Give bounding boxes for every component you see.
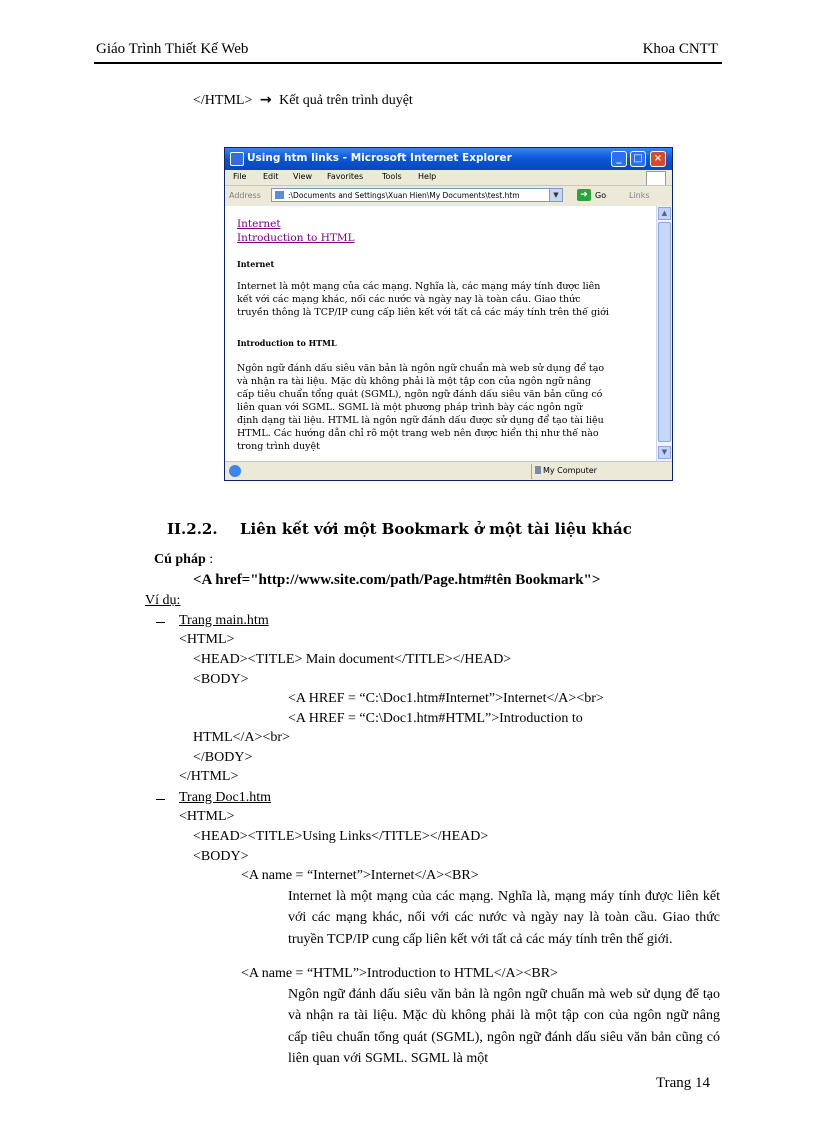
browser-title: Using htm links - Microsoft Internet Explorer — [247, 152, 512, 164]
link-internet[interactable]: Internet — [237, 218, 281, 230]
address-value: :\Documents and Settings\Xuan Hien\My Documents\test.htm — [288, 191, 520, 200]
page-icon — [275, 191, 284, 199]
close-icon[interactable]: × — [650, 151, 666, 167]
links-button[interactable]: Links — [629, 191, 650, 200]
code-line: <A HREF = “C:\Doc1.htm#HTML”>Introduction to — [288, 711, 583, 726]
browser-menu-bar — [225, 170, 672, 185]
main-page-title: Trang main.htm — [179, 613, 269, 628]
para2-line2: và nhận ra tài liệu. Mặc dù không phải là một tập con của ngôn ngữ nâng — [237, 376, 591, 387]
header-title: Giáo Trình Thiết Kế Web — [96, 41, 249, 57]
windows-logo-icon — [646, 171, 666, 186]
code-line: <HEAD><TITLE> Main document</TITLE></HEAD> — [193, 652, 512, 667]
arrow-right-icon: → — [259, 92, 272, 108]
chevron-down-icon[interactable]: ▼ — [549, 189, 562, 201]
syntax-code: <A href="http://www.site.com/path/Page.htm#tên Bookmark"> — [193, 572, 601, 588]
para2-line7: trong trình duyệt — [237, 441, 320, 452]
minimize-icon[interactable]: _ — [611, 151, 627, 167]
bullet-dash — [156, 799, 165, 800]
para1-line2: kết với các mạng khác, nối các nước và ngày nay là toàn cầu. Giao thức — [237, 294, 581, 305]
go-arrow-icon[interactable]: ➜ — [577, 189, 591, 201]
menu-tools[interactable]: Tools — [382, 172, 402, 181]
scroll-thumb[interactable] — [658, 222, 671, 442]
address-label: Address — [229, 191, 261, 200]
address-bar — [225, 185, 672, 207]
intro-text: Kết quả trên trình duyệt — [279, 93, 413, 108]
maximize-icon[interactable]: □ — [630, 151, 646, 167]
vertical-scrollbar[interactable] — [656, 206, 672, 461]
heading-internet: Internet — [237, 259, 275, 269]
code-line: <HEAD><TITLE>Using Links</TITLE></HEAD> — [193, 829, 489, 844]
scroll-down-icon[interactable]: ▼ — [658, 446, 671, 459]
intro-tag: </HTML> — [193, 93, 253, 108]
heading-introduction: Introduction to HTML — [237, 338, 337, 348]
section-title: Liên kết với một Bookmark ở một tài liệu khác — [240, 520, 632, 538]
code-line: <HTML> — [179, 809, 235, 824]
status-bar — [225, 461, 672, 481]
menu-help[interactable]: Help — [418, 172, 437, 181]
code-line: </HTML> — [179, 769, 239, 784]
section-number: II.2.2. — [167, 520, 218, 538]
para2-line4: liên quan với SGML. SGML là một phương pháp trình bày các ngôn ngữ — [237, 402, 583, 413]
code-line: <A HREF = “C:\Doc1.htm#Internet”>Internet</A><br> — [288, 691, 604, 706]
code-line: <BODY> — [193, 849, 249, 864]
browser-content — [225, 206, 656, 461]
computer-icon — [535, 466, 541, 474]
code-line: <BODY> — [193, 672, 249, 687]
para1-line1: Internet là một mạng của các mạng. Nghĩa là, các mạng máy tính được liên — [237, 281, 601, 292]
code-line: <HTML> — [179, 632, 235, 647]
scroll-up-icon[interactable]: ▲ — [658, 207, 671, 220]
header-rule — [94, 62, 722, 64]
example-label: Ví dụ: — [145, 593, 181, 608]
menu-file[interactable]: File — [233, 172, 247, 181]
menu-view[interactable]: View — [293, 172, 312, 181]
go-button[interactable]: Go — [595, 191, 607, 200]
para2-line6: HTML. Các hướng dẫn chỉ rõ một trang web nên được hiển thị như thế nào — [237, 428, 599, 439]
page-number: Trang 14 — [656, 1075, 711, 1091]
syntax-colon: : — [209, 552, 214, 567]
ie-status-icon — [229, 465, 241, 477]
menu-edit[interactable]: Edit — [263, 172, 279, 181]
header-department: Khoa CNTT — [642, 41, 718, 57]
doc-page-title: Trang Doc1.htm — [179, 790, 272, 805]
para2-line5: định dạng tài liệu. HTML là ngôn ngữ đánh dấu được sử dụng để tạo tài liệu — [237, 415, 604, 426]
syntax-label: Cú pháp — [154, 552, 206, 567]
bullet-dash — [156, 622, 165, 623]
code-line: <A name = “HTML”>Introduction to HTML</A><BR> — [241, 966, 558, 981]
code-line: </BODY> — [193, 750, 253, 765]
doc-paragraph-html: Ngôn ngữ đánh dấu siêu văn bản là ngôn ngữ chuẩn mà web sử dụng để tạo và nhận ra tài liệu. Mặc dù không phải là một tập con của ngôn ngữ nâng cấp tiêu chuẩn tổng quát (SGML), ngôn ngữ đánh dấu siêu văn bản cũng có liên quan với SGML. SGML là một — [288, 987, 720, 1066]
browser-window — [224, 147, 673, 481]
code-line: HTML</A><br> — [193, 730, 290, 745]
ie-page-icon — [230, 152, 244, 166]
link-introduction[interactable]: Introduction to HTML — [237, 232, 355, 244]
para1-line3: truyền thông là TCP/IP cung cấp liên kết với tất cả các máy tính trên thế giới — [237, 307, 609, 318]
code-line: <A name = “Internet”>Internet</A><BR> — [241, 868, 479, 883]
para2-line3: cấp tiêu chuẩn tổng quát (SGML), ngôn ngữ đánh dấu siêu văn bản cũng có — [237, 389, 603, 400]
status-zone: My Computer — [543, 466, 597, 475]
address-input[interactable] — [271, 188, 563, 202]
menu-favorites[interactable]: Favorites — [327, 172, 364, 181]
syntax-label-line — [154, 552, 213, 568]
doc-paragraph-internet: Internet là một mạng của các mạng. Nghĩa là, mạng máy tính được liên kết với các mạng khác, nối với các nước và ngày nay là toàn cầu. Giao thức truyền TCP/IP cung cấp liên kết với tất cả các máy tính trên thế giới. — [288, 889, 720, 947]
browser-title-bar — [225, 148, 672, 170]
intro-line — [193, 92, 413, 109]
status-separator — [531, 464, 532, 479]
para2-line1: Ngôn ngữ đánh dấu siêu văn bản là ngôn ngữ chuẩn mà web sử dụng để tạo — [237, 363, 605, 374]
